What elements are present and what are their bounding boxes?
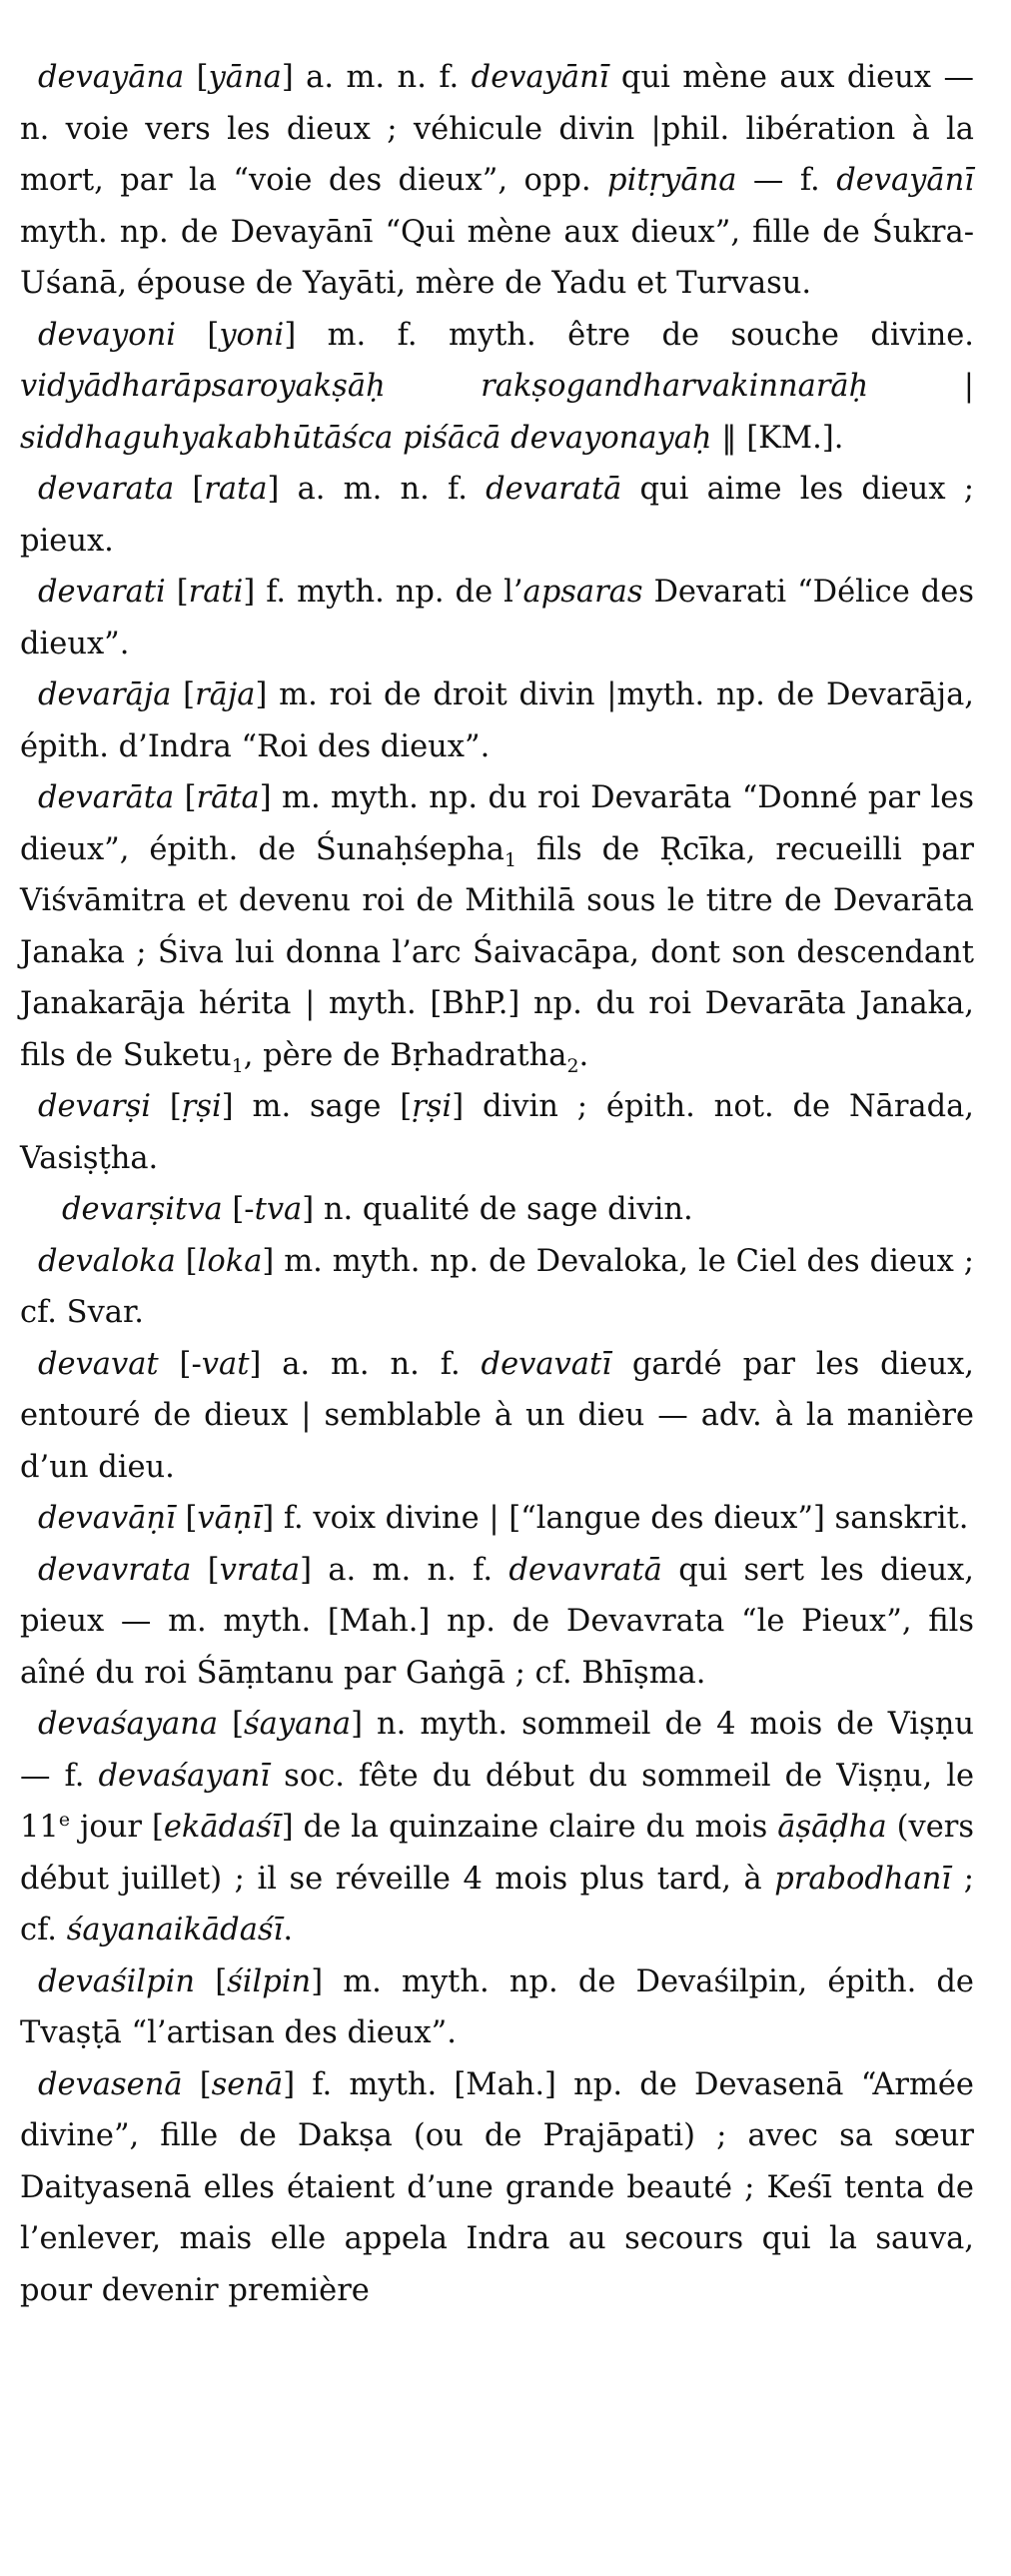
entry-devarata (20, 464, 974, 567)
definition-text: qui mène aux dieux — n. voie vers les dieux ; véhicule divin |phil. libération à la mort, par la “voie des dieux”, opp. (20, 60, 974, 198)
definition-text: e (58, 1808, 71, 1831)
definition-text: ] m. myth. np. de Devaśilpin, épith. de Tvaṣṭā “l’artisan des dieux”. (20, 1963, 974, 2050)
headword: devavat (38, 1346, 159, 1382)
headword: devavrata (38, 1552, 192, 1588)
definition-text: — f. (736, 163, 837, 198)
definition-text: jour [ (70, 1810, 164, 1845)
italic-term: vāṇī (197, 1501, 263, 1536)
definition-text: ] f. voix divine | [“langue des dieux”] sanskrit. (262, 1501, 969, 1536)
italic-term: senā (211, 2066, 284, 2102)
entry-devasena (20, 2059, 974, 2317)
entry-devasilpin (20, 1956, 974, 2059)
italic-term: vat (201, 1346, 250, 1382)
headword: devasenā (38, 2066, 183, 2102)
definition-text: ] a. m. n. f. (300, 1552, 509, 1588)
entry-devasayana (20, 1699, 974, 1956)
italic-term: yāna (208, 60, 282, 95)
definition-text: ] n. myth. sommeil de 4 mois de Viṣṇu — f. (20, 1707, 974, 1794)
dictionary-page (20, 52, 974, 2316)
headword: devarati (38, 575, 166, 610)
italic-term: devayānī (836, 163, 974, 198)
headword: devarāta (38, 780, 175, 815)
definition-text: ‖ [KM.]. (711, 420, 844, 456)
definition-text: [ (195, 1963, 228, 1999)
definition-text: [ (184, 60, 209, 95)
entry-devaraja (20, 669, 974, 772)
definition-text: 2 (566, 1054, 579, 1077)
italic-term: loka (197, 1243, 263, 1279)
italic-term: prabodhanī (774, 1861, 952, 1897)
entry-devarsitva (20, 1184, 974, 1236)
definition-text: ] n. qualité de sage divin. (302, 1192, 693, 1227)
definition-text: [- (222, 1192, 255, 1227)
definition-text: . (283, 1913, 294, 1947)
headword: devayoni (38, 317, 176, 353)
definition-text: ] m. sage [ (221, 1089, 413, 1124)
headword: devarata (38, 472, 175, 507)
headword: devaśilpin (38, 1963, 196, 1999)
italic-term: vrata (219, 1552, 301, 1588)
italic-term: śayana (244, 1707, 352, 1742)
italic-term: tva (254, 1192, 303, 1227)
italic-term: siddhaguhyakabhūtāśca piśācā devayonayaḥ (20, 420, 712, 456)
definition-text: ] a. m. n. f. (267, 472, 487, 507)
definition-text: 1 (231, 1054, 244, 1077)
definition-text: ] a. m. n. f. (281, 60, 472, 95)
definition-text: [ (175, 1243, 198, 1279)
italic-term: ekādaśī (163, 1810, 282, 1845)
definition-text: [ (182, 2066, 212, 2102)
definition-text: [ (175, 317, 220, 353)
definition-text: qui sert les dieux, pieux — m. myth. [Mah.] np. de Devavrata “le Pieux”, fils aîné du roi Śāṃtanu par Gaṅgā ; cf. Bhīṣma. (20, 1552, 974, 1691)
definition-text: myth. np. de Devayānī “Qui mène aux dieux”, fille de Śukra-Uśanā, épouse de Yayāti, mère de Yadu et Turvasu. (20, 214, 974, 301)
definition-text: ] f. myth. [Mah.] np. de Devasenā “Armée divine”, fille de Dakṣa (ou de Prajāpati) ; avec sa sœur Daityasenā elles étaient d’une grande beauté ; Keśī tenta de l’enlever, mais elle appela Indra au secours qui la sauva, pour devenir première (20, 2066, 974, 2308)
definition-text: (vers début juillet) ; il se réveille 4 mois plus tard, à (20, 1810, 974, 1897)
definition-text: soc. fête du début du sommeil de Viṣṇu, le 11 (20, 1758, 974, 1845)
italic-term: devaśayanī (98, 1758, 271, 1794)
definition-text: qui aime les dieux ; pieux. (20, 472, 974, 559)
definition-text: [ (150, 1089, 182, 1124)
definition-text: [ (175, 1501, 198, 1536)
definition-text: . (578, 1037, 589, 1073)
definition-text: ] de la quinzaine claire du mois (281, 1810, 778, 1845)
headword: devavāṇī (38, 1501, 176, 1536)
italic-term: rata (204, 472, 268, 507)
italic-term: devaratā (486, 472, 622, 507)
definition-text: Devarati “Délice des dieux”. (20, 575, 974, 661)
definition-text: ; cf. (20, 1861, 974, 1947)
italic-term: apsaras (522, 575, 643, 610)
headword: devarāja (38, 677, 172, 712)
italic-term: āṣāḍha (777, 1810, 887, 1845)
entry-devayoni (20, 310, 974, 465)
definition-text: ] m. myth. np. de Devaloka, le Ciel des dieux ; cf. Svar. (20, 1243, 974, 1330)
definition-text: , père de Bṛhadratha (243, 1037, 567, 1073)
definition-text: [- (158, 1346, 202, 1382)
italic-term: yoni (219, 317, 285, 353)
italic-term: śilpin (227, 1963, 312, 1999)
italic-term: pitṛyāna (607, 163, 737, 198)
definition-text: [ (171, 677, 196, 712)
definition-text: [ (218, 1707, 244, 1742)
italic-term: devavratā (508, 1552, 662, 1588)
entry-devavrata (20, 1545, 974, 1700)
definition-text: ] divin ; épith. not. de Nārada, Vasiṣṭha. (20, 1089, 974, 1176)
italic-term: devavatī (481, 1346, 611, 1382)
italic-term: śayanaikādaśī (66, 1913, 284, 1947)
definition-text: | (868, 369, 974, 404)
italic-term: ṛṣi (412, 1089, 453, 1124)
headword: devayāna (38, 60, 185, 95)
entry-devarata2 (20, 772, 974, 1081)
headword: devaloka (38, 1243, 176, 1279)
italic-term: ṛṣi (181, 1089, 222, 1124)
definition-text: ] m. myth. np. du roi Devarāta “Donné par les dieux”, épith. de Śunaḥśepha (20, 780, 974, 867)
definition-text: [ (174, 780, 197, 815)
definition-text: gardé par les dieux, entouré de dieux | semblable à un dieu — adv. à la manière d’un dieu. (20, 1346, 975, 1485)
entry-devarati (20, 567, 974, 669)
entry-devaloka (20, 1236, 974, 1339)
definition-text: ] m. roi de droit divin |myth. np. de Devarāja, épith. d’Indra “Roi des dieux”. (20, 677, 974, 764)
italic-term: rati (188, 575, 244, 610)
entry-devavat (20, 1339, 974, 1494)
definition-text: ] f. myth. np. de l’ (243, 575, 523, 610)
headword: devarṣi (38, 1089, 151, 1124)
definition-text: [ (174, 472, 205, 507)
definition-text: fils de Ṛcīka, recueilli par Viśvāmitra et devenu roi de Mithilā sous le titre de Devarāta Janaka ; Śiva lui donna l’arc Śaivacāpa, dont son descendant Janakarāja hérita | myth. [BhP.] np. du roi Devarāta Janaka, fils de Suketu (20, 831, 975, 1073)
definition-text: 1 (504, 848, 516, 871)
entry-devavani (20, 1493, 974, 1545)
definition-text: ] m. f. myth. être de souche divine. (284, 317, 974, 353)
entry-devarsi (20, 1081, 974, 1184)
italic-term: vidyādharāpsaroyakṣāḥ rakṣogandharvakinnarāḥ (20, 369, 869, 404)
headword: devaśayana (38, 1707, 219, 1742)
definition-text: [ (165, 575, 189, 610)
definition-text: ] a. m. n. f. (249, 1346, 482, 1382)
entry-devayana (20, 52, 974, 310)
italic-term: rāja (195, 677, 256, 712)
italic-term: rāta (196, 780, 260, 815)
definition-text: [ (191, 1552, 220, 1588)
italic-term: devayānī (471, 60, 609, 95)
headword: devarṣitva (62, 1192, 223, 1227)
